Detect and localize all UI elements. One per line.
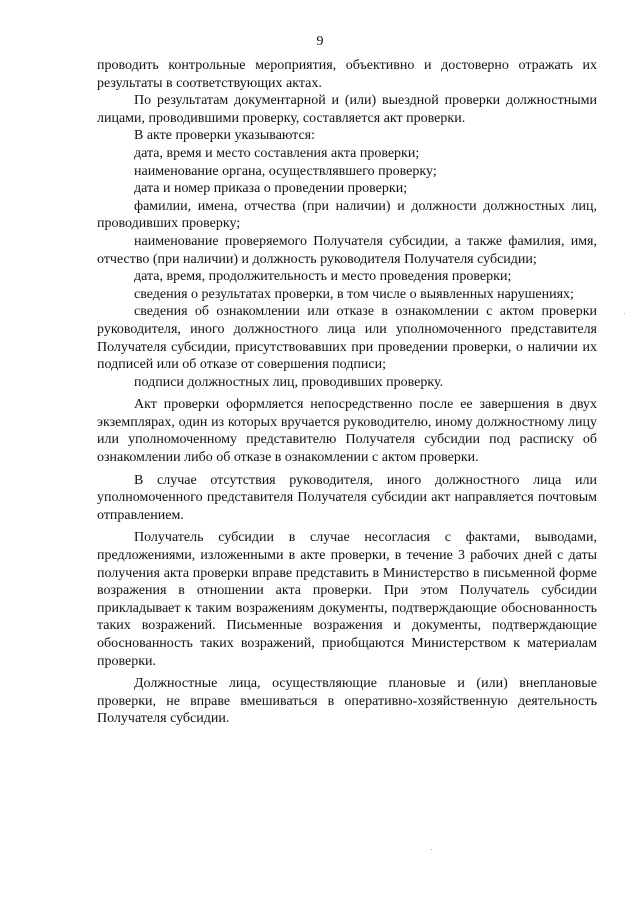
paragraph-act-execution: Акт проверки оформляется непосредственно после ее завершения в двух экземплярах, один из которых вручается руководителю, иному должностному лицу или уполномоченному представителю Получателя субсидии под расписку об ознакомлении либо об отказе в ознакомлении с актом проверки. — [97, 397, 597, 466]
paragraph-objections: Получатель субсидии в случае несогласия с фактами, выводами, предложениями, изложенными в акте проверки, в течение 3 рабочих дней с даты получения акта проверки вправе представить в Министерство в письменной форме возражения в отношении акта проверки. При этом Получатель субсидии прикладывает к таким возражениям документы, подтверждающие обоснованность таких возражений. Письменные возражения и документы, подтверждающие обоснованность таких возражений, приобщаются Министерством к материалам проверки. — [97, 530, 597, 669]
list-item-acknowledgement: сведения об ознакомлении или отказе в ознакомлении с актом проверки руководителя, иного должностного лица или уполномоченного представителя Получателя субсидии, присутствовавших при проведении проверки, о наличии их подписей или об отказе от совершения подписи; — [97, 304, 597, 373]
list-item-inspection-duration: дата, время, продолжительность и место проведения проверки; — [134, 269, 512, 285]
paragraph-continuation: проводить контрольные мероприятия, объективно и достоверно отражать их результаты в соответствующих актах. — [97, 58, 597, 91]
document-body — [97, 57, 597, 728]
paragraph-act-composition: По результатам документарной и (или) выездной проверки должностными лицами, проводившими проверку, составляется акт проверки. — [97, 93, 597, 126]
list-item-results: сведения о результатах проверки, в том числе о выявленных нарушениях; — [134, 286, 574, 302]
list-item-inspectors-names: фамилии, имена, отчества (при наличии) и должности должностных лиц, проводивших проверку; — [97, 198, 597, 232]
paragraph-act-contents-intro: В акте проверки указываются: — [134, 128, 316, 144]
list-item-order-number: дата и номер приказа о проведении проверки; — [134, 181, 408, 197]
list-item-recipient-name: наименование проверяемого Получателя субсидии, а также фамилия, имя, отчество (при наличии) и должность руководителя Получателя субсидии; — [97, 233, 597, 267]
scan-speck — [624, 313, 625, 314]
paragraph-non-interference: Должностные лица, осуществляющие плановые и (или) внеплановые проверки, не вправе вмешиваться в оперативно-хозяйственную деятельность Получателя субсидии. — [97, 676, 597, 727]
paragraph-absence-of-head: В случае отсутствия руководителя, иного должностного лица или уполномоченного представителя Получателя субсидии акт направляется почтовым отправлением. — [97, 472, 597, 523]
list-item-signatures: подписи должностных лиц, проводивших проверку. — [134, 374, 444, 390]
list-item-date-place: дата, время и место составления акта проверки; — [134, 145, 420, 161]
scan-speck — [431, 849, 432, 850]
page-number: 9 — [316, 34, 324, 49]
list-item-authority-name: наименование органа, осуществлявшего проверку; — [134, 163, 437, 179]
